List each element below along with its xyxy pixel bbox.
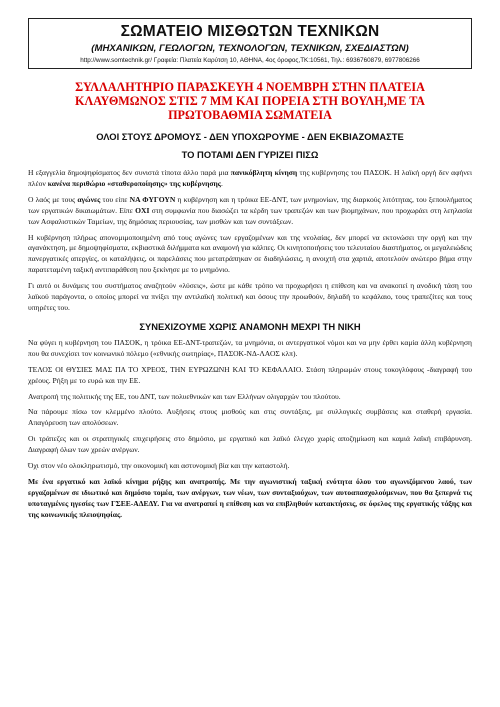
paragraph-2 bbox=[28, 195, 472, 228]
demand-6: Όχι στον νέο ολοκληρωτισμό, την οικονομική και αστυνομική βία και την καταστολή. bbox=[28, 461, 290, 471]
letterhead bbox=[28, 18, 472, 69]
paragraph-3: Η κυβέρνηση πλήρως απονομιμοποιημένη από τους αγώνες των εργαζομένων και της νεολαίας, δεν μπορεί να εκτονώσει την οργή και την αγανάκτηση, με δημοψηφίσματα, εκβιαστικά διλήμματα και αναμονή για κάλπες. Οι κινητοποιήσεις του τελευταίου διαστήματος, οι μεγαλειώδεις πανεργατικές απεργίες, οι καταλήψεις, οι παρελάσεις που μετατράπηκαν σε διαδηλώσεις, η ανοιχτή στα χαρτιά, αποτελούν ανώτερο βήμα στην παρατεταμένη ταξική αντιπαράθεση που ξεκίνησε με το μνημόνιο. bbox=[28, 232, 472, 275]
paragraph-2-text-a: Ο λαός με τους bbox=[28, 194, 78, 204]
organization-contact: http://www.somtechnik.gr/ Γραφεία: Πλατεία Καρύτση 10, ΑΘΗΝΑ, 4ος όροφος,ΤΚ:10561, Τηλ.: 6936760879, 6977806266 bbox=[80, 57, 420, 64]
closing-paragraph: Με ένα εργατικό και λαϊκό κίνημα ρήξης και ανατροπής. Με την αγωνιστική ταξική ενότητα όλου του αγωνιζόμενου λαού, των εργαζομένων σε ιδιωτικό και δημόσιο τομέα, των ανέργων, των νέων, των συνταξιούχων, των αυτοαπασχολούμενων, που θα ξεπερνά τις υποταγμένες ηγεσίες των ΓΣΕΕ-ΑΔΕΔΥ. Για να ανατραπεί η επίθεση και να επιβληθούν κατακτήσεις, σε όφελος της εργατικής τάξης και της κοινωνικής πλειοψηφίας. bbox=[28, 476, 472, 519]
paragraph-1-text-a: Η εξαγγελία δημοψηφίσματος δεν συνιστά τίποτα άλλο παρά μια bbox=[28, 168, 231, 177]
paragraph-2-text-c: του είπε bbox=[100, 194, 130, 204]
demand-5: Οι τράπεζες και οι στρατηγικές επιχειρήσεις στο δημόσιο, με εργατικό και λαϊκό έλεγχο χωρίς αποζημίωση και καμιά λαϊκή επιβάρυνση. Διαγραφή όλων των χρεών ανέργων. bbox=[28, 434, 472, 455]
paragraph-1-bold-2: κανένα περιθώριο «σταθεροποίησης» της κυβέρνησης bbox=[47, 178, 221, 188]
paragraph-1-text-c: της κυβέρνησης του ΠΑΣΟΚ. Η λαϊκή οργή δεν αφήνει πλέον bbox=[28, 168, 472, 188]
paragraph-2-bold-3: ΟΧΙ bbox=[135, 205, 150, 215]
rally-headline: ΣΥΛΛΑΛΗΤΗΡΙΟ ΠΑΡΑΣΚΕΥΗ 4 ΝΟΕΜΒΡΗ ΣΤΗΝ ΠΛΑΤΕΙΑ ΚΛΑΥΘΜΩΝΟΣ ΣΤΙΣ 7 ΜΜ ΚΑΙ ΠΟΡΕΙΑ ΣΤΗ ΒΟΥΛΗ,ΜΕ ΤΑ ΠΡΩΤΟΒΑΘΜΙΑ ΣΩΜΑΤΕΙΑ bbox=[75, 80, 425, 122]
paragraph-2-text-d: η κυβέρνηση και η τρόικα ΕΕ-ΔΝΤ, των μνημονίων, της διαρκούς λιτότητας, του ξεπουλήματος των εργατικών δικαιωμάτων. Είπε bbox=[28, 194, 472, 215]
slogan-2: ΤΟ ΠΟΤΑΜΙ ΔΕΝ ΓΥΡΙΖΕΙ ΠΙΣΩ bbox=[181, 149, 319, 160]
slogan-1: ΟΛΟΙ ΣΤΟΥΣ ΔΡΟΜΟΥΣ - ΔΕΝ ΥΠΟΧΩΡΟΥΜΕ - ΔΕΝ ΕΚΒΙΑΖΟΜΑΣΤΕ bbox=[96, 131, 404, 142]
demand-1: Να φύγει η κυβέρνηση του ΠΑΣΟΚ, η τρόικα ΕΕ-ΔΝΤ-τραπεζών, τα μνημόνια, οι αντεργατικοί νόμοι και να μην έρθει καμία άλλη κυβέρνηση που θα συνεχίσει τον κοινωνικό πόλεμο («εθνικής σωτηρίας», ΠΑΣΟΚ-ΝΔ-ΛΑΟΣ κλπ). bbox=[28, 337, 472, 358]
paragraph-1-bold-1: πανικόβλητη κίνηση bbox=[230, 168, 298, 177]
paragraph-2-text-e: στη συμφωνία που διασώζει τα κέρδη των τραπεζών και των βιομηχάνων, που προχωράει στη λεηλασία των Ασφαλιστικών Ταμείων, της δημόσιας περιουσίας, των μισθών και των συντάξεων. bbox=[28, 205, 473, 226]
demand-4: Να πάρουμε πίσω τον κλεμμένο πλούτο. Αυξήσεις στους μισθούς και στις συντάξεις, με συλλογικές συμβάσεις και σταθερή εργασία. Απαγόρευση των απολύσεων. bbox=[28, 407, 472, 428]
demand-3: Ανατροπή της πολιτικής της ΕΕ, του ΔΝΤ, των πολυεθνικών και των Ελλήνων ολιγαρχών του πλούτου. bbox=[28, 391, 341, 401]
paragraph-2-bold-1: αγώνες bbox=[77, 194, 101, 204]
organization-title: ΣΩΜΑΤΕΙΟ ΜΙΣΘΩΤΩΝ ΤΕΧΝΙΚΩΝ bbox=[120, 23, 380, 40]
organization-subtitle: (ΜΗΧΑΝΙΚΩΝ, ΓΕΩΛΟΓΩΝ, ΤΕΧΝΟΛΟΓΩΝ, ΤΕΧΝΙΚΩΝ, ΣΧΕΔΙΑΣΤΩΝ) bbox=[91, 43, 409, 54]
section-heading: ΣΥΝΕΧΙΖΟΥΜΕ ΧΩΡΙΣ ΑΝΑΜΟΝΗ ΜΕΧΡΙ ΤΗ ΝΙΚΗ bbox=[139, 320, 361, 332]
paragraph-1 bbox=[28, 168, 472, 190]
paragraph-4: Γι αυτό οι δυνάμεις του συστήματος αναζητούν «λύσεις», ώστε με κάθε τρόπο να προχωρήσει η επίθεση και να ανακοπεί η ανοδική τάση του λαϊκού παράγοντα, ο οποίος μπορεί να πνίξει την αντιλαϊκή πολιτική και όσους την προωθούν, δηλαδή το κεφάλαιο, τους τραπεζίτες και τους υπηρέτες του. bbox=[28, 281, 472, 312]
paragraph-2-bold-2: ΝΑ ΦΥΓΟΥΝ bbox=[129, 194, 176, 204]
paragraph-1-text-d: . bbox=[220, 178, 223, 188]
demand-2: ΤΕΛΟΣ ΟΙ ΘΥΣΙΕΣ ΜΑΣ ΠΑ ΤΟ ΧΡΕΟΣ, ΤΗΝ ΕΥΡΩΖΩΝΗ ΚΑΙ ΤΟ ΚΕΦΑΛΑΙΟ. Στάση πληρωμών στους τοκογλύφους -διαγραφή του χρέους. Ρήξη με το ευρώ και την ΕΕ. bbox=[28, 364, 472, 385]
